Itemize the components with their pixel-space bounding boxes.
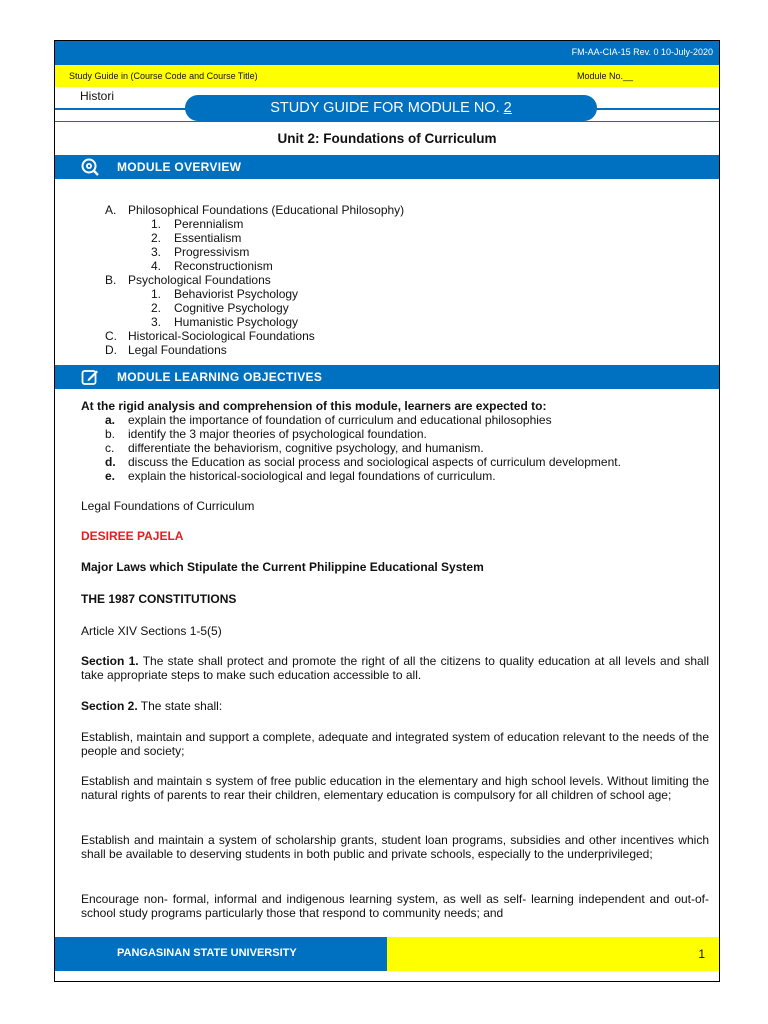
overview-item-text: Historical-Sociological Foundations (128, 329, 315, 343)
section-1-text: The state shall protect and promote the right of all the citizens to quality education at all levels and shall take appropriate steps to make such education accessible to all. (81, 654, 710, 682)
overview-item-marker: 2. (151, 301, 162, 315)
constitution-heading: THE 1987 CONSTITUTIONS (81, 592, 237, 606)
paragraph-4: Encourage non- formal, informal and indigenous learning system, as well as self- learning independent and out-of-school study programs particularly those that respond to community needs; and (81, 892, 709, 920)
overview-item-marker: 1. (151, 287, 162, 301)
paragraph-2: Establish and maintain s system of free public education in the elementary and high school levels. Without limiting the natural rights of parents to rear their children, elementary education is compulsory for all children of school age; (81, 774, 709, 802)
overview-item-marker: A. (105, 203, 117, 217)
module-title-number: 2 (503, 100, 512, 116)
overview-item-marker: B. (105, 273, 117, 287)
overview-item-marker: C. (105, 329, 117, 343)
overview-item-text: Perennialism (174, 217, 244, 231)
section-1-label: Section 1. (81, 654, 139, 668)
overview-item-text: Legal Foundations (128, 343, 227, 357)
overview-item-marker: 3. (151, 245, 162, 259)
section-2-label: Section 2. (81, 699, 138, 713)
paragraph-3: Establish and maintain a system of scholarship grants, student loan programs, subsidies and other incentives which shall be available to deserving students in both public and private schools, especially to the underprivileged; (81, 833, 709, 861)
unit-title: Unit 2: Foundations of Curriculum (277, 131, 497, 146)
paragraph-1: Establish, maintain and support a complete, adequate and integrated system of education relevant to the needs of the people and society; (81, 730, 709, 758)
module-overview-heading: MODULE OVERVIEW (117, 160, 242, 174)
objective-item-marker: e. (105, 469, 116, 483)
overview-item-marker: 2. (151, 231, 162, 245)
author-name: DESIREE PAJELA (81, 529, 184, 543)
footer-university-bar (55, 937, 387, 971)
overview-item-text: Reconstructionism (174, 259, 273, 273)
course-info-bar (55, 65, 719, 87)
section-2-text: The state shall: (137, 699, 223, 713)
objectives-intro: At the rigid analysis and comprehension of this module, learners are expected to: (81, 399, 547, 413)
article-reference: Article XIV Sections 1-5(5) (81, 624, 222, 638)
pencil-edit-icon (81, 368, 99, 386)
page-number: 1 (698, 947, 705, 961)
objective-item-text: discuss the Education as social process and sociological aspects of curriculum development. (128, 455, 621, 469)
module-title-banner (185, 95, 597, 121)
overview-item-text: Humanistic Psychology (174, 315, 299, 329)
learning-objectives-heading: MODULE LEARNING OBJECTIVES (117, 370, 323, 384)
overview-item-marker: 4. (151, 259, 162, 273)
learning-objectives-bar (55, 365, 719, 389)
objective-item-text: differentiate the behaviorism, cognitive psychology, and humanism. (128, 441, 484, 455)
form-code: FM-AA-CIA-15 Rev. 0 10-July-2020 (571, 47, 713, 57)
objective-item-text: identify the 3 major theories of psychological foundation. (128, 427, 427, 441)
university-name: PANGASINAN STATE UNIVERSITY (117, 947, 297, 959)
objective-item-marker: b. (105, 427, 116, 441)
objective-item-text: explain the historical-sociological and legal foundations of curriculum. (128, 469, 496, 483)
overview-item-marker: 1. (151, 217, 162, 231)
overview-item-text: Progressivism (174, 245, 250, 259)
overview-item-marker: D. (105, 343, 117, 357)
overview-item-marker: 3. (151, 315, 162, 329)
title-divider-lower (55, 121, 719, 122)
objective-item-marker: c. (105, 441, 115, 455)
course-label: Study Guide in (Course Code and Course Title) (69, 71, 258, 81)
top-header-bar (55, 41, 719, 65)
objective-item-marker: d. (105, 455, 116, 469)
objective-item-text: explain the importance of foundation of curriculum and educational philosophies (128, 413, 552, 427)
section-1-paragraph (81, 655, 709, 682)
overview-item-text: Philosophical Foundations (Educational Philosophy) (128, 203, 405, 217)
major-laws-heading: Major Laws which Stipulate the Current Philippine Educational System (81, 560, 484, 574)
overview-item-text: Psychological Foundations (128, 273, 271, 287)
histori-text: Histori (80, 89, 115, 103)
overview-item-text: Essentialism (174, 231, 242, 245)
overview-item-text: Behaviorist Psychology (174, 287, 299, 301)
module-no-label: Module No.__ (577, 71, 634, 81)
overview-item-text: Cognitive Psychology (174, 301, 289, 315)
module-title-prefix: STUDY GUIDE FOR MODULE NO. (270, 100, 504, 116)
section-2-paragraph (81, 700, 709, 714)
objective-item-marker: a. (105, 413, 116, 427)
footer-page-bar (387, 937, 719, 971)
study-guide-page (54, 40, 720, 982)
module-overview-bar (55, 155, 719, 179)
magnifier-gear-icon (81, 158, 99, 176)
legal-foundations-heading: Legal Foundations of Curriculum (81, 499, 255, 513)
